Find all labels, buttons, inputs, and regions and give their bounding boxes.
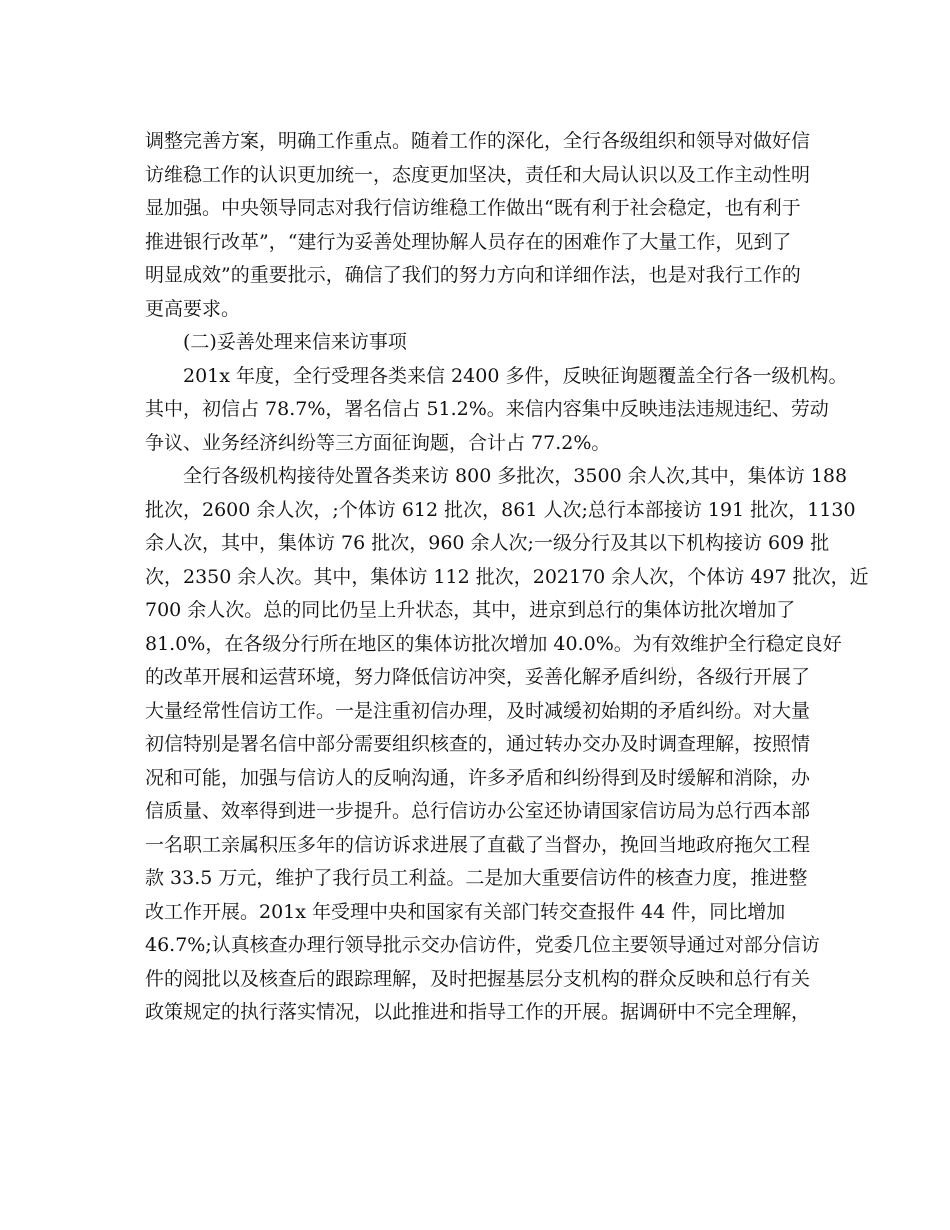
text-line: 700 余人次。总的同比仍呈上升状态，其中，进京到总行的集体访批次增加了 <box>145 599 796 621</box>
text-line: 款 33.5 万元，维护了我行员工利益。二是加大重要信访件的核查力度，推进整 <box>145 867 808 889</box>
text-line: 推进银行改革”，“建行为妥善处理协解人员存在的困难作了大量工作，见到了 <box>145 230 792 253</box>
text-line: 46.7%;认真核查办理行领导批示交办信访件，党委几位主要领导通过对部分信访 <box>145 934 820 956</box>
text-line: (二)妥善处理来信来访事项 <box>183 331 407 353</box>
text-line: 其中，初信占 78.7%，署名信占 51.2%。来信内容集中反映违法违规违纪、劳动 <box>145 398 829 420</box>
text-line: 余人次，其中，集体访 76 批次，960 余人次;一级分行及其以下机构接访 609 批 <box>145 532 830 554</box>
text-line: 的改革开展和运营环境，努力降低信访冲突，妥善化解矛盾纠纷，各级行开展了 <box>145 666 811 688</box>
text-line: 访维稳工作的认识更加统一，态度更加坚决，责任和大局认识以及工作主动性明 <box>145 163 811 186</box>
text-line: 争议、业务经济纠纷等三方面征询题，合计占 77.2%。 <box>145 431 611 454</box>
text-line: 件的阅批以及核查后的跟踪理解，及时把握基层分支机构的群众反映和总行有关 <box>145 967 811 990</box>
text-line: 更高要求。 <box>145 297 241 320</box>
text-line: 况和可能，加强与信访人的反响沟通，许多矛盾和纠纷得到及时缓解和消除，办 <box>145 766 811 789</box>
text-line: 大量经常性信访工作。一是注重初信办理，及时减缓初始期的矛盾纠纷。对大量 <box>145 699 811 722</box>
text-line: 改工作开展。201x 年受理中央和国家有关部门转交查报件 44 件，同比增加 <box>145 900 786 923</box>
text-line: 全行各级机构接待处置各类来访 800 多批次，3500 余人次,其中，集体访 188 <box>183 465 848 487</box>
text-line: 一名职工亲属积压多年的信访诉求进展了直截了当督办，挽回当地政府拖欠工程 <box>145 833 811 856</box>
text-line: 批次，2600 余人次，;个体访 612 批次，861 人次;总行本部接访 191 批次，1130 <box>145 498 856 521</box>
text-line: 初信特别是署名信中部分需要组织核查的，通过转办交办及时调查理解，按照情 <box>145 733 811 755</box>
text-line: 政策规定的执行落实情况，以此推进和指导工作的开展。据调研中不完全理解， <box>145 1001 811 1023</box>
document-body <box>145 125 869 1030</box>
text-line: 显加强。中央领导同志对我行信访维稳工作做出“既有利于社会稳定，也有利于 <box>145 197 801 219</box>
text-line: 201x 年度，全行受理各类来信 2400 多件，反映征询题覆盖全行各一级机构。 <box>183 364 848 387</box>
text-line: 信质量、效率得到进一步提升。总行信访办公室还协请国家信访局为总行西本部 <box>145 800 811 822</box>
text-line: 调整完善方案，明确工作重点。随着工作的深化，全行各级组织和领导对做好信 <box>145 130 811 152</box>
text-line: 81.0%，在各级分行所在地区的集体访批次增加 40.0%。为有效维护全行稳定良好 <box>145 632 842 655</box>
text-line: 次，2350 余人次。其中，集体访 112 批次，202170 余人次，个体访 497 批次，近 <box>145 565 869 588</box>
text-line: 明显成效”的重要批示，确信了我们的努力方向和详细作法，也是对我行工作的 <box>145 264 801 286</box>
